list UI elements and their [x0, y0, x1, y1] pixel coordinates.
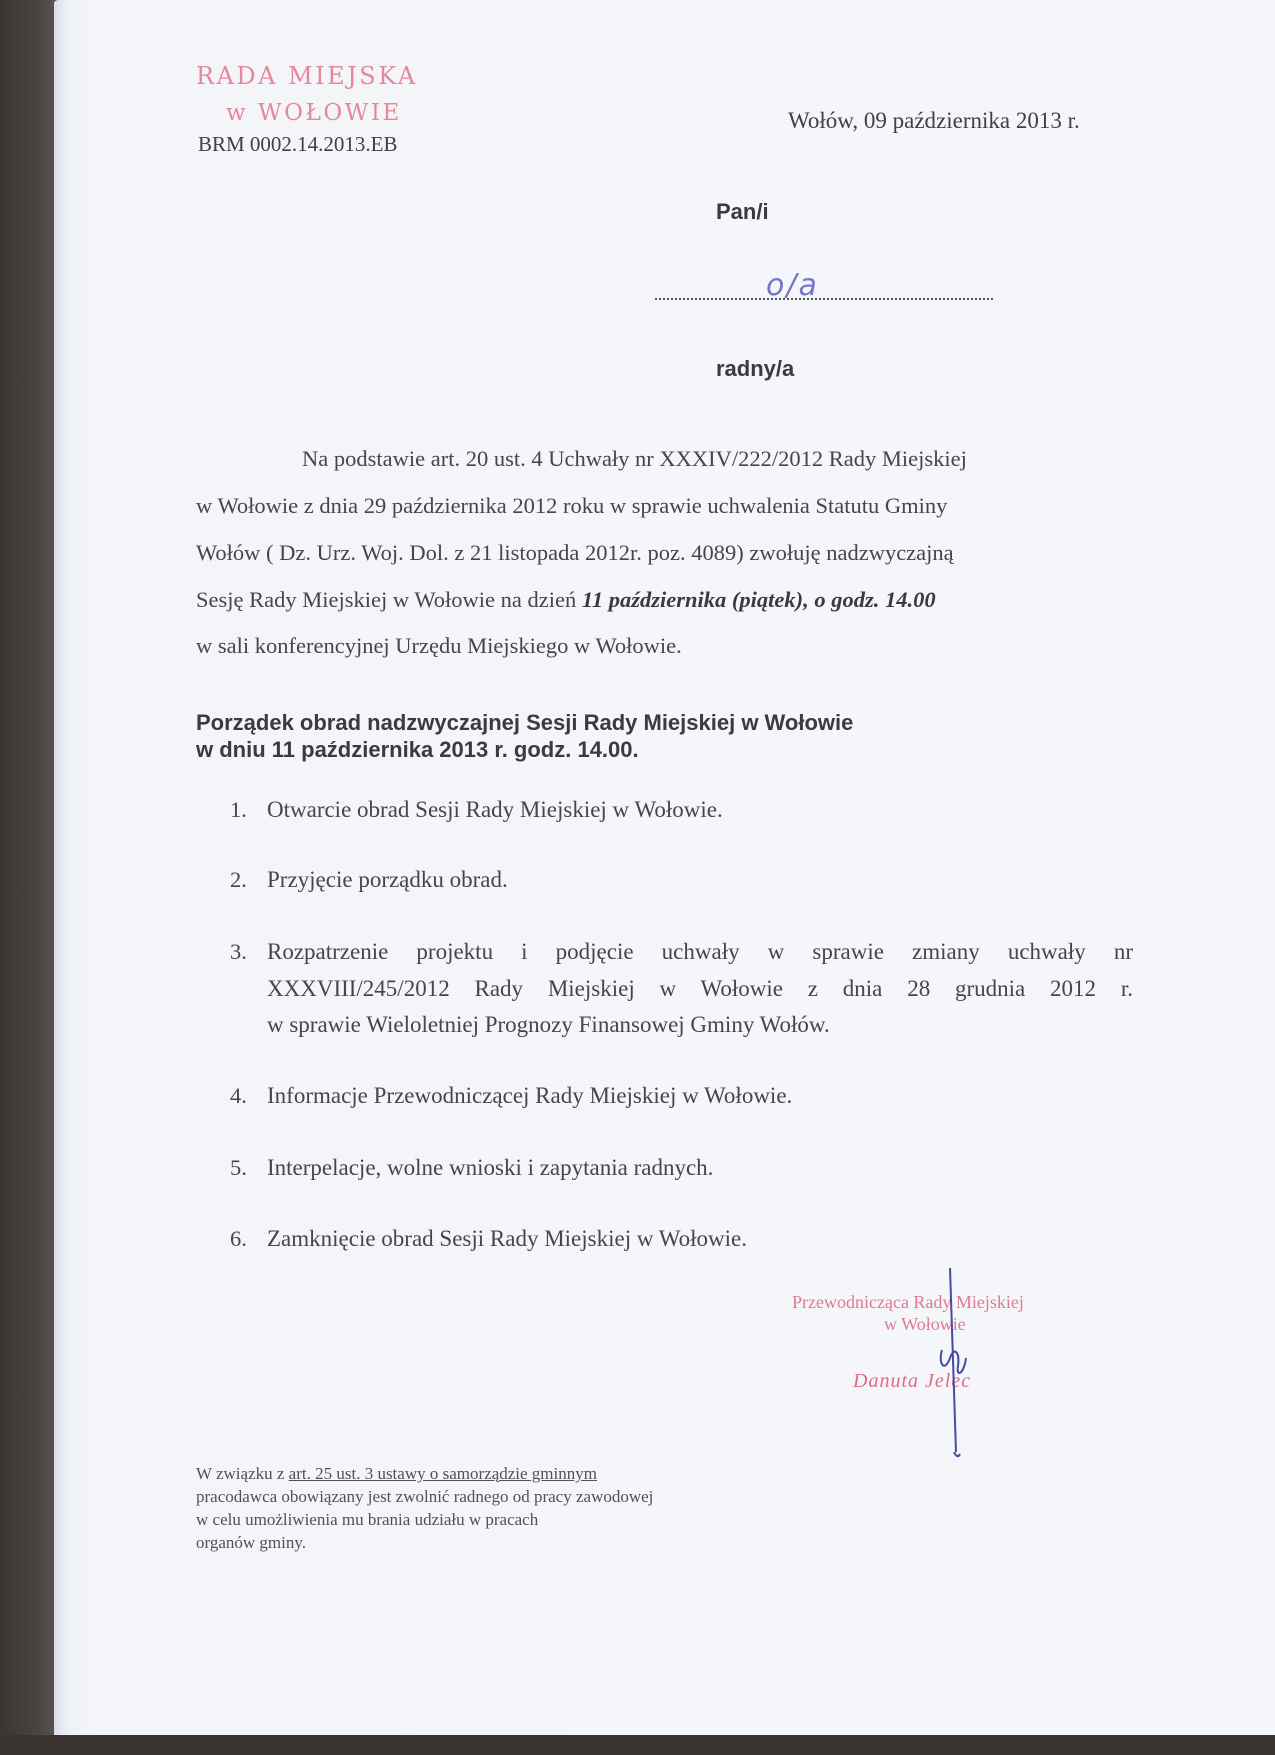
addressee-dotted-line	[655, 298, 993, 300]
agenda-item-number: 5.	[230, 1155, 247, 1180]
addressee-role: radny/a	[716, 356, 795, 381]
agenda-item-line: w sprawie Wieloletniej Prognozy Finansowej Gminy Wołów.	[267, 1012, 830, 1037]
agenda-item-number: 4.	[230, 1083, 247, 1108]
chair-stamp-line1: Przewodnicząca Rady Miejskiej	[792, 1292, 1024, 1312]
footnote-line-2: pracodawca obowiązany jest zwolnić radnego od pracy zawodowej	[196, 1487, 654, 1506]
body-line-5: w sali konferencyjnej Urzędu Miejskiego w Wołowie.	[196, 633, 682, 658]
body-line-4	[196, 587, 936, 613]
scan-edge-bottom	[0, 1735, 1275, 1755]
agenda-title-line1: Porządek obrad nadzwyczajnej Sesji Rady Miejskiej w Wołowie	[196, 710, 854, 735]
footnote-prefix: W związku z	[196, 1464, 289, 1483]
council-stamp-line1: RADA MIEJSKA	[196, 62, 418, 90]
agenda-item: Interpelacje, wolne wnioski i zapytania radnych.	[267, 1155, 714, 1180]
session-date-time: 11 października (piątek), o godz. 14.00	[581, 587, 936, 612]
agenda-item-number: 3.	[230, 939, 247, 964]
handwritten-signature	[930, 1262, 990, 1462]
council-stamp-line2: w WOŁOWIE	[226, 100, 402, 126]
salutation: Pan/i	[716, 199, 769, 224]
agenda-item: Przyjęcie porządku obrad.	[267, 867, 508, 892]
body-line-3: Wołów ( Dz. Urz. Woj. Dol. z 21 listopada 2012r. poz. 4089) zwołuję nadzwyczajną	[196, 540, 954, 565]
scan-edge	[0, 0, 56, 1755]
chair-stamp-line2: w Wołowie	[884, 1314, 966, 1334]
agenda-item-line: Rozpatrzenie projektu i podjęcie uchwały w sprawie zmiany uchwały nr	[267, 939, 1133, 964]
agenda-item: Otwarcie obrad Sesji Rady Miejskiej w Wołowie.	[267, 797, 723, 822]
footnote-line-1	[196, 1464, 597, 1484]
footnote-line-4: organów gminy.	[196, 1533, 307, 1552]
body-line-4-text: Sesję Rady Miejskiej w Wołowie na dzień	[196, 587, 582, 612]
agenda-title-line2: w dniu 11 października 2013 r. godz. 14.00.	[196, 737, 639, 762]
agenda-item-number: 2.	[230, 867, 247, 892]
footnote-line-3: w celu umożliwienia mu brania udziału w pracach	[196, 1510, 539, 1529]
handwritten-addressee: o/a	[766, 268, 819, 303]
legal-reference: art. 25 ust. 3 ustawy o samorządzie gminnym	[288, 1464, 597, 1483]
body-line-1: Na podstawie art. 20 ust. 4 Uchwały nr XXXIV/222/2012 Rady Miejskiej	[302, 446, 967, 471]
body-line-2: w Wołowie z dnia 29 października 2012 roku w sprawie uchwalenia Statutu Gminy	[196, 493, 948, 518]
reference-number: BRM 0002.14.2013.EB	[198, 132, 398, 156]
agenda-item-number: 1.	[230, 797, 247, 822]
agenda-item-number: 6.	[230, 1226, 247, 1251]
chair-stamp-name: Danuta Jelec	[853, 1370, 972, 1392]
agenda-item-line: XXXVIII/245/2012 Rady Miejskiej w Wołowie z dnia 28 grudnia 2012 r.	[267, 976, 1133, 1001]
agenda-item: Informacje Przewodniczącej Rady Miejskiej w Wołowie.	[267, 1083, 793, 1108]
agenda-item: Zamknięcie obrad Sesji Rady Miejskiej w Wołowie.	[267, 1226, 747, 1251]
place-date: Wołów, 09 października 2013 r.	[788, 108, 1080, 133]
